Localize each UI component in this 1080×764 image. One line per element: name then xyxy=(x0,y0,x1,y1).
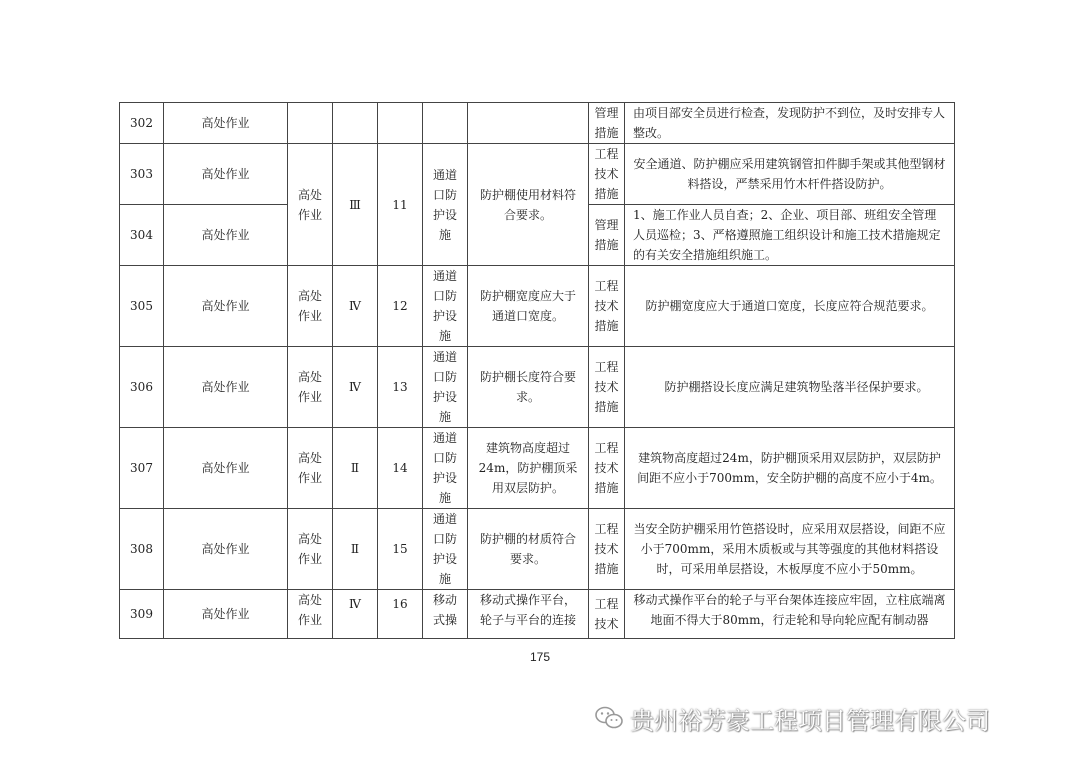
hazard-description-cell: 移动式操作平台，轮子与平台的连接 xyxy=(468,590,589,639)
hazard-description-cell xyxy=(468,103,589,144)
table-row xyxy=(120,144,955,205)
hazard-category: 高处作业 xyxy=(164,205,288,266)
control-type-cell-line: 措施 xyxy=(594,562,619,576)
control-type-cell-line: 技术 xyxy=(594,542,619,556)
control-type-cell-line: 工程 xyxy=(594,597,619,611)
row-number: 308 xyxy=(120,509,164,590)
table-row xyxy=(120,428,955,509)
location-cell xyxy=(423,103,468,144)
control-type-cell-line: 技术 xyxy=(594,617,619,631)
location-cell: 通道口防护设施 xyxy=(423,266,468,347)
control-measure-cell: 防护棚搭设长度应满足建筑物坠落半径保护要求。 xyxy=(625,347,955,428)
control-type-cell-line: 管理 xyxy=(594,218,619,232)
work-type-cell: 高处作业 xyxy=(288,590,333,639)
control-type-cell-line: 管理 xyxy=(594,106,619,120)
hazard-description-cell: 防护棚宽度应大于通道口宽度。 xyxy=(468,266,589,347)
work-type-cell: 高处作业 xyxy=(288,509,333,590)
control-measure-cell: 由项目部安全员进行检查，发现防护不到位，及时安排专人整改。 xyxy=(625,103,955,144)
control-measure-cell: 1、施工作业人员自查；2、企业、项目部、班组安全管理人员巡检；3、严格遵照施工组织设计和施工技术措施规定的有关安全措施组织施工。 xyxy=(625,205,955,266)
item-number-cell: 13 xyxy=(378,347,423,428)
control-measure-cell: 建筑物高度超过24m，防护棚顶采用双层防护，双层防护间距不应小于700mm，安全防护棚的高度不应小于4m。 xyxy=(625,428,955,509)
hazard-table xyxy=(119,102,955,639)
control-measure-cell: 防护棚宽度应大于通道口宽度，长度应符合规范要求。 xyxy=(625,266,955,347)
work-type-cell: 高处作业 xyxy=(288,428,333,509)
item-number-cell: 14 xyxy=(378,428,423,509)
control-type-cell xyxy=(589,428,625,509)
page-number: 175 xyxy=(529,650,551,664)
hazard-category: 高处作业 xyxy=(164,509,288,590)
row-number: 303 xyxy=(120,144,164,205)
control-type-cell xyxy=(589,205,625,266)
hazard-category: 高处作业 xyxy=(164,103,288,144)
hazard-category: 高处作业 xyxy=(164,144,288,205)
work-type-cell: 高处作业 xyxy=(288,347,333,428)
risk-level-cell xyxy=(333,103,378,144)
control-type-cell-line: 工程 xyxy=(594,441,619,455)
control-type-cell-line: 技术 xyxy=(594,380,619,394)
watermark-text: 贵州裕芳豪工程项目管理有限公司 xyxy=(630,706,990,735)
work-type-cell: 高处作业 xyxy=(288,144,333,266)
hazard-description-cell: 防护棚的材质符合要求。 xyxy=(468,509,589,590)
row-number: 307 xyxy=(120,428,164,509)
control-type-cell-line: 技术 xyxy=(594,461,619,475)
control-type-cell xyxy=(589,590,625,639)
control-type-cell-line: 技术 xyxy=(594,167,619,181)
table-row xyxy=(120,103,955,144)
control-measure-cell: 移动式操作平台的轮子与平台架体连接应牢固，立柱底端离地面不得大于80mm，行走轮和导向轮应配有制动器 xyxy=(625,590,955,639)
table-row xyxy=(120,590,955,639)
wechat-icon xyxy=(594,705,624,731)
control-type-cell-line: 措施 xyxy=(594,238,619,252)
hazard-category: 高处作业 xyxy=(164,266,288,347)
risk-level-cell: Ⅱ xyxy=(333,428,378,509)
control-type-cell-line: 措施 xyxy=(594,319,619,333)
location-cell: 通道口防护设施 xyxy=(423,509,468,590)
control-type-cell xyxy=(589,266,625,347)
item-number-cell: 16 xyxy=(378,590,423,639)
control-type-cell xyxy=(589,103,625,144)
control-type-cell xyxy=(589,347,625,428)
location-cell: 通道口防护设施 xyxy=(423,144,468,266)
control-measure-cell: 当安全防护棚采用竹笆搭设时，应采用双层搭设，间距不应小于700mm，采用木质板或与其等强度的其他材料搭设时，可采用单层搭设，木板厚度不应小于50mm。 xyxy=(625,509,955,590)
hazard-category: 高处作业 xyxy=(164,347,288,428)
row-number: 306 xyxy=(120,347,164,428)
table-row xyxy=(120,509,955,590)
work-type-cell xyxy=(288,103,333,144)
control-measure-cell: 安全通道、防护棚应采用建筑钢管扣件脚手架或其他型钢材料搭设，严禁采用竹木杆件搭设防护。 xyxy=(625,144,955,205)
hazard-description-cell: 防护棚长度符合要求。 xyxy=(468,347,589,428)
watermark xyxy=(594,700,990,736)
work-type-cell: 高处作业 xyxy=(288,266,333,347)
location-cell: 通道口防护设施 xyxy=(423,428,468,509)
table-row xyxy=(120,347,955,428)
control-type-cell-line: 措施 xyxy=(594,126,619,140)
item-number-cell: 11 xyxy=(378,144,423,266)
table-body xyxy=(120,103,955,639)
row-number: 309 xyxy=(120,590,164,639)
item-number-cell: 12 xyxy=(378,266,423,347)
control-type-cell-line: 措施 xyxy=(594,400,619,414)
item-number-cell: 15 xyxy=(378,509,423,590)
row-number: 305 xyxy=(120,266,164,347)
hazard-category: 高处作业 xyxy=(164,590,288,639)
location-cell: 通道口防护设施 xyxy=(423,347,468,428)
risk-level-cell: Ⅱ xyxy=(333,509,378,590)
hazard-description-cell: 建筑物高度超过24m，防护棚顶采用双层防护。 xyxy=(468,428,589,509)
location-cell: 移动式操 xyxy=(423,590,468,639)
item-number-cell xyxy=(378,103,423,144)
risk-level-cell: Ⅳ xyxy=(333,590,378,639)
row-number: 302 xyxy=(120,103,164,144)
control-type-cell-line: 措施 xyxy=(594,481,619,495)
row-number: 304 xyxy=(120,205,164,266)
control-type-cell-line: 工程 xyxy=(594,360,619,374)
table-row xyxy=(120,266,955,347)
risk-level-cell: Ⅳ xyxy=(333,266,378,347)
control-type-cell xyxy=(589,509,625,590)
risk-level-cell: Ⅲ xyxy=(333,144,378,266)
control-type-cell xyxy=(589,144,625,205)
hazard-description-cell: 防护棚使用材料符合要求。 xyxy=(468,144,589,266)
control-type-cell-line: 工程 xyxy=(594,147,619,161)
risk-level-cell: Ⅳ xyxy=(333,347,378,428)
control-type-cell-line: 技术 xyxy=(594,299,619,313)
control-type-cell-line: 工程 xyxy=(594,279,619,293)
control-type-cell-line: 措施 xyxy=(594,187,619,201)
control-type-cell-line: 工程 xyxy=(594,522,619,536)
hazard-category: 高处作业 xyxy=(164,428,288,509)
